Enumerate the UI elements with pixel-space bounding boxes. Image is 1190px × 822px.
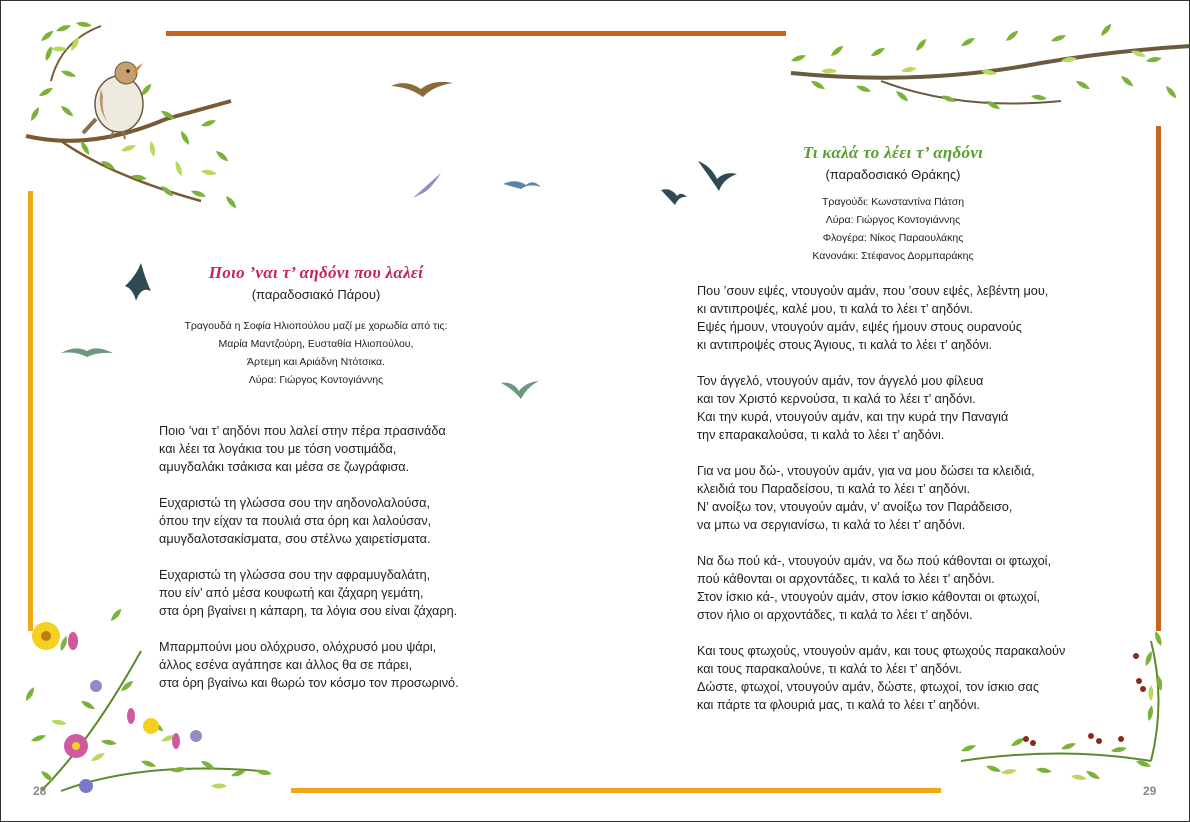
lyric-line: να μπω να σεργιανίσω, τι καλά το λέει τ’ αηδόνι. [697,518,966,532]
left-song-header [191,263,441,302]
lyric-line: και πάρτε τα φλουριά μας, τι καλά το λέει τ’ αηδόνι. [697,698,980,712]
credit-line: Τραγουδά η Σοφία Ηλιοπούλου μαζί με χορωδία από τις: [184,320,448,332]
lyric-line: Και την κυρά, ντουγούν αμάν, και την κυρά την Παναγιά [697,410,1009,424]
right-song-subtitle: (παραδοσιακό Θράκης) [825,167,961,182]
lyric-line: και τους παρακαλούνε, τι καλά το λέει τ’ αηδόνι. [697,662,962,676]
right-page-number: 29 [1143,784,1157,798]
credit-line: Λύρα: Γιώργος Κοντογιάννης [825,214,961,226]
lyric-line: Να δω πού κά-, ντουγούν αμάν, να δω πού κάθονται οι φτωχοί, [697,554,1052,568]
stanza [697,372,1117,444]
stanza [697,462,1117,534]
lyric-line: πού κάθονται οι αρχοντάδες, τι καλά το λέει τ’ αηδόνι. [697,572,995,586]
stanza [697,552,1117,624]
lyric-line: που είν’ από μέσα κουφωτή και ζάχαρη γεμάτη, [159,586,424,600]
lyric-line: άλλος εσένα αγάπησε και άλλος θα σε πάρει, [159,658,413,672]
right-song-header [773,143,1013,182]
nightingale-bird-icon [83,62,143,139]
lyric-line: Δώστε, φτωχοί, ντουγούν αμάν, δώστε, φτωχοί, τον ίσκιο σας [697,680,1040,694]
lyric-line: όπου την είχαν τα πουλιά στα όρη και λαλούσαν, [159,514,432,528]
stanza [697,282,1117,354]
lyric-line: Και τους φτωχούς, ντουγούν αμάν, και τους φτωχούς παρακαλούν [697,644,1066,658]
lyric-line: Εψές ήμουν, ντουγούν αμάν, εψές ήμουν στους ουρανούς [697,320,1022,334]
lyric-line: κι αντιπροψές στους Άγιους, τι καλά το λέει τ’ αηδόνι. [697,338,993,352]
lyric-line: Μπαρμπούνι μου ολόχρυσο, ολόχρυσό μου ψάρι, [159,640,437,654]
lyric-line: αμυγδαλάκι τσάκισα και μέσα σε ζωγράφισα. [159,460,410,474]
credit-line: Άρτεμη και Αριάδνη Ντότσικα. [247,356,385,368]
stanza [159,638,489,692]
lyric-line: Ν’ ανοίξω τον, ντουγούν αμάν, ν’ ανοίξω τον Παράδεισο, [697,500,1013,514]
lyric-line: Που ’σουν εψές, ντουγούν αμάν, που ’σουν εψές, λεβέντη μου, [697,284,1049,298]
credit-line: Κανονάκι: Στέφανος Δορμπαράκης [812,250,974,262]
right-song-title: Τι καλά το λέει τ’ αηδόνι [802,143,984,162]
right-song-lyrics [697,282,1117,732]
stanza [159,422,489,476]
lyric-line: Για να μου δώ-, ντουγούν αμάν, για να μου δώσει τα κλειδιά, [697,464,1035,478]
lyric-line: και τον Χριστό κερνούσα, τι καλά το λέει τ’ αηδόνι. [697,392,976,406]
stanza [697,642,1117,714]
lyric-line: στον ήλιο οι αρχοντάδες, τι καλά το λέει τ’ αηδόνι. [697,608,973,622]
left-song-title: Ποιο ’ναι τ’ αηδόνι που λαλεί [208,263,424,282]
left-page-number: 28 [33,784,47,798]
lyric-line: κι αντιπροψές, καλέ μου, τι καλά το λέει τ’ αηδόνι. [697,302,973,316]
lyric-line: κλειδιά του Παραδείσου, τι καλά το λέει τ’ αηδόνι. [697,482,971,496]
lyric-line: στα όρη βγαίνω και θωρώ τον κόσμο τον προσωρινό. [159,676,459,690]
credit-line: Φλογέρα: Νίκος Παραουλάκης [822,232,964,244]
lyric-line: Ευχαριστώ τη γλώσσα σου την αηδονολαλούσα, [159,496,430,510]
lyric-line: και λέει τα λογάκια του με τόση νοστιμάδα, [159,442,397,456]
lyric-line: Ευχαριστώ τη γλώσσα σου την αφραμυγδαλάτη, [159,568,431,582]
lyric-line: την επαρακαλούσα, τι καλά το λέει τ’ αηδόνι. [697,428,945,442]
olive-branch-icon [790,22,1190,111]
left-song-subtitle: (παραδοσιακό Πάρου) [251,287,381,302]
left-song-credits [161,307,471,389]
lyric-line: στα όρη βγαίνει η κάπαρη, τα λόγια σου είναι ζάχαρη. [159,604,458,618]
lyric-line: Στον ίσκιο κά-, ντουγούν αμάν, στον ίσκιο κάθονται οι φτωχοί, [697,590,1040,604]
lyric-line: Ποιο ’ναι τ’ αηδόνι που λαλεί στην πέρα πρασινάδα [159,424,446,438]
credit-line: Τραγούδι: Κωνσταντίνα Πάτση [821,196,965,208]
stanza [159,494,489,548]
credit-line: Λύρα: Γιώργος Κοντογιάννης [248,374,384,386]
credit-line: Μαρία Μαντζούρη, Ευσταθία Ηλιοπούλου, [218,338,414,350]
left-song-lyrics [159,422,489,710]
lyric-line: αμυγδαλοτσακίσματα, σου στέλνω χαιρετίσματα. [159,532,431,546]
stanza [159,566,489,620]
lyric-line: Τον άγγελό, ντουγούν αμάν, τον άγγελό μου φίλευα [697,374,984,388]
right-song-credits [773,183,1013,265]
